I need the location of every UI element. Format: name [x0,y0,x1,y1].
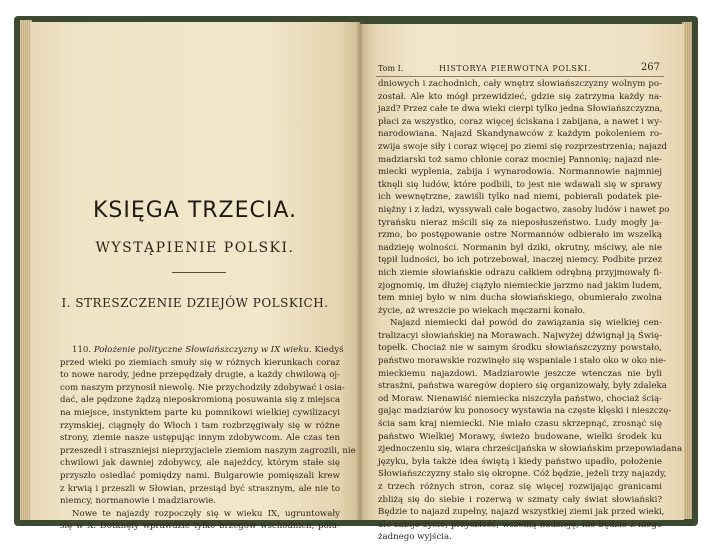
text-line: zjognomię, im dłużej ciążyło niemieckie jarzmo nad jakim ludem, [378,280,662,291]
text-line: dać, ale pędzone żądzą nieposkromioną posuwania się z miejsca [60,395,341,406]
text-line: z krwią i przeszli w Słowian, przesiąd być strasznym, ale nie to [60,483,340,494]
text-line: został. Ale kto mógł przewidzieć, gdzie się zatrzyma każdy na- [378,91,662,102]
text-line: z trzech różnych stron, coraz się więcej rozwijając granicami [378,482,662,492]
text-line: języku, była także idea świętą i kiedy państwo upadło, położenie [378,456,662,467]
running-header-title: HISTORYA PIERWOTNA POLSKI. [439,64,591,73]
text-line: to nowe narody, jedne przepędzały drugie, a każdy chwilową oj- [60,370,340,381]
text-line: dniowych i zachodnich, cały wnętrz słowiańszczyzny wolnym po- [378,79,662,89]
text-line: com naszym przynosił niewolę. Nie przychodziły zdobywać i osia- [60,382,345,393]
title-divider [172,272,226,273]
book-title: KSIĘGA TRZECIA. [92,198,298,223]
text-line: zbliżą się do siebie i rozerwą w szmaty cały świat słowiański? [378,494,662,505]
section-first-line [60,344,344,357]
book-gutter [356,22,364,520]
running-header-volume: Tom I. [378,64,404,73]
left-body-text [60,344,356,533]
text-line: madziarski toż samo chłonie coraz mocniej Pannonię; najazd nie- [378,154,662,165]
text-line: państwo morawskie rozwinęło się wspaniale i stało oko w oko nie- [378,356,667,367]
text-line: narodowiana. Najazd Skandynawców z każdym pokoleniem ro- [378,129,662,140]
text-line: gając madziarów ku ponosocy wystawia na częste klęski i nieszczę- [378,406,672,417]
header-divider [376,76,664,77]
section-label: Położenie polityczne Słowiańszczyzny w IX wieku. [93,345,312,355]
text-line: rzmo, bo postępowanie ostre Normannów odbierało im wszelką [378,230,662,241]
section-number: 110. [72,345,92,355]
text-line: przyszło osiedlać pomiędzy nami. Bulgarowie pomięszali krew [60,470,340,481]
text-line: strony, ziemie nasze ustępując innym zdobywcom. Ale czas ten [60,433,340,444]
text-line: tem mniej było w nim ducha słowiańskiego, obumierało zwolna [378,293,662,304]
text-line: Nowe te najazdy rozpoczęły się w wieku IX, ugruntowały [72,508,340,519]
text-line: jazd? Przez całe te dwa wieki cierpi tylko jedna Słowiańszczyzna, [378,104,663,115]
text-line: tyrańsku nieraz mścili się za nieposłuszeństwo. Ludy mogły ja- [378,217,662,228]
text-line: od Moraw. Nienawiść niemiecka niszczyła państwo, chociaż ścią- [378,393,662,404]
text-line: tknęli się ludów, które podbili, to jest nie wdawali się w sprawy [378,179,662,190]
text-line: ich wewnętrzne, zawiśli tylko nad niemi, pobierali podatek pie- [378,192,662,203]
text-line: Będzie to najazd zupełny, najazd wszystkiej ziemi jak przed wieki, [378,507,665,518]
text-line: ścia sam kraj niemiecki. Nie miało czasu skrzepnąć, zrosnąć się [378,419,662,430]
text-line: płaci za wszystko, coraz więcej ściskana i zabijana, a nawet i wy- [378,116,662,127]
text-line: przeszedł i straszniejsi nieprzyjaciele ziemiom naszym zagrozili, nie [60,445,356,456]
text-line: żadnego wyjścia. [378,532,452,543]
text-line: państwo Wielkiej Morawy, świeżo budowane, wielki środek ku [378,431,662,442]
text-line: rzymskiej, ciągnęły do Włoch i tam rozbrzęgiwały się w różne [60,420,340,431]
text-line: nich ziemie słowiańskie odrazu całkiem odrębną przyjmowały fi- [378,267,662,278]
chapter-heading: I. STRESZCZENIE DZIEJÓW POLSKICH. [61,296,329,310]
text-line: miecki wyplenia, zabija i wynarodowia. Normannowie najmniej [378,167,662,178]
text-line: chwilowi jak dawniej zdobywcy, ale najeźdcy, którym stałe się [60,458,340,469]
text-line: niemcy, normanowie i madziarowie. [60,496,217,507]
text-line: się w X. Dotknęły wprawdzie tylko brzegów wschodnich, półu- [60,521,340,532]
text-line: życie, aż wreszcie po wiekach męczarni konało. [378,305,586,316]
text-line: tępił ludności, bo ich potrzebował, inaczej niemcy. Podbite przez [378,255,662,266]
text-line: zjednoczeniu się, wiara chrześcijańska w słowiańskim przepowiadana [378,444,683,455]
text-line: Najazd niemiecki dał powód do zawiązania się wielkiej cen- [390,318,662,329]
page-number: 267 [640,62,660,73]
text-line: topełk. Chociaż nie w samym środku słowiańszczyzny powstało, [378,343,662,354]
text-line: mieckiemu najazdowi. Madziarowie jeszcze wtenczas nie byli [378,368,662,379]
book-subtitle: WYSTĄPIENIE POLSKI. [95,240,295,256]
text-line: przed wieki po ziemiach smuły się w różnych kierunkach coraz [60,357,340,368]
text-line: niężny i z ładzi, wyssywali całe bogactwo, zasoby ludów i nawet po [378,204,670,215]
first-line-rest: Kiedyś [314,345,344,355]
right-body-text [378,78,683,544]
text-line: Słowiańszczyzny stało się okropne. Cóż będzie, jeżeli trzy najazdy, [378,469,667,480]
text-line: na miejsce, instynktem parte ku pomnikowi wielkiej cywilizacyi [60,407,340,418]
text-line: tralizacyi słowiańskiej na Morawach. Najwyżej dźwignął ją Świę- [378,330,662,341]
text-line: strasżni, państwa waregów dopiero się organizowały, były zdaleka [378,381,667,392]
text-line: zwija swoje siły i coraz więcej po ziemi się rozprzestrzenia; najazd [378,141,668,152]
text-line: ale zabije życie, przyszłość, wszelką nadzieję, nie będzie z niego [378,519,662,530]
text-line: nadzieję wolności. Normanin był dziki, okrutny, mściwy, ale nie [378,242,662,253]
